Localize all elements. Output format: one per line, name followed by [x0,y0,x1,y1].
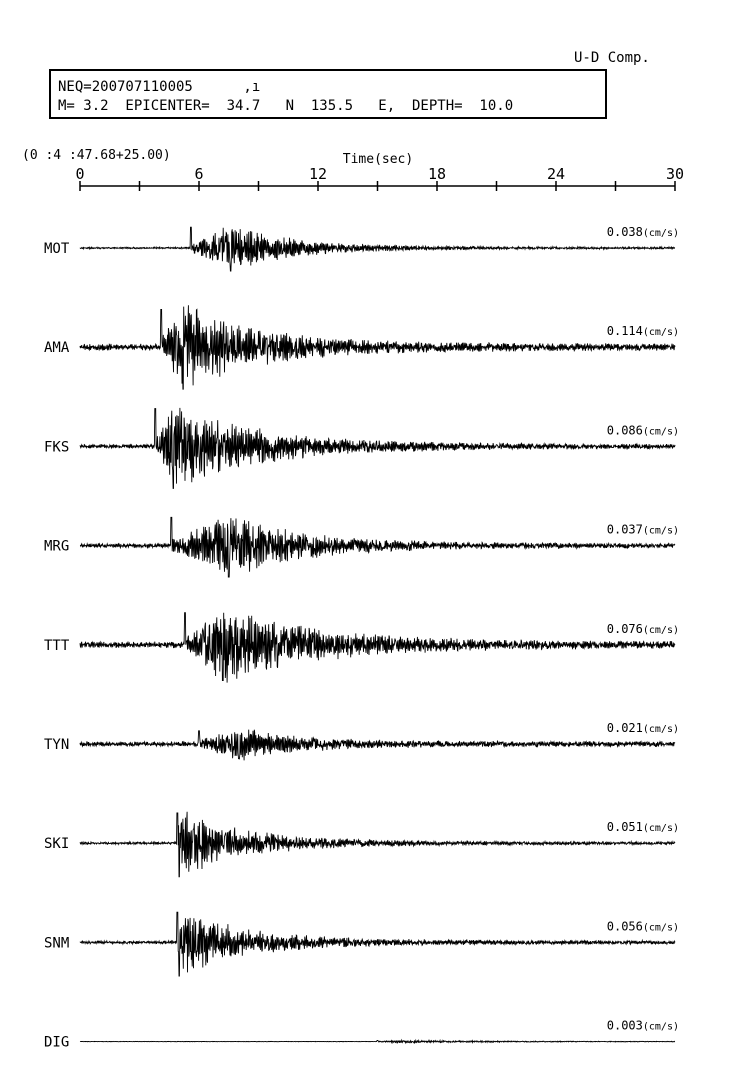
time-origin-label: (0 :4 :47.68+25.00) [22,148,171,163]
peak-amplitude-label: 0.003(cm/s) [606,1018,679,1033]
x-tick-label: 0 [75,165,85,183]
station-label: MRG [44,538,70,555]
peak-amplitude-label: 0.076(cm/s) [606,621,679,636]
waveform-line [80,1040,675,1043]
x-tick-label: 12 [308,165,328,183]
station-label: SNM [44,935,70,952]
peak-amplitude-label: 0.038(cm/s) [606,225,679,239]
waveform-line [80,517,675,577]
station-label: TYN [44,737,70,753]
trace-ski [44,812,679,877]
time-axis [75,165,684,191]
peak-amplitude-label: 0.021(cm/s) [606,721,679,735]
x-axis-title: Time(sec) [342,152,414,167]
trace-fks [44,408,679,489]
peak-amplitude-label: 0.114(cm/s) [606,324,679,339]
trace-tyn [44,721,679,760]
station-label: FKS [44,439,70,456]
station-label: MOT [44,241,70,257]
trace-group [44,225,679,1051]
trace-mrg [44,517,679,577]
trace-snm [44,912,679,976]
component-label: U-D Comp. [574,50,650,66]
trace-ttt [44,613,679,683]
x-tick-label: 24 [546,165,566,183]
x-tick-label: 30 [665,165,685,183]
peak-amplitude-label: 0.051(cm/s) [606,820,679,835]
x-tick-label: 18 [427,165,447,183]
peak-amplitude-label: 0.086(cm/s) [606,423,679,438]
x-tick-label: 6 [194,165,204,183]
event-id-line: NEQ=200707110005 ,ı [58,79,261,95]
station-label: SKI [44,836,70,853]
station-label: AMA [44,340,70,357]
waveform-line [80,305,675,389]
waveform-line [80,812,675,877]
trace-mot [44,225,679,271]
waveform-line [80,227,675,271]
waveform-line [80,613,675,683]
station-label: TTT [44,637,70,654]
peak-amplitude-label: 0.037(cm/s) [606,522,679,537]
waveform-line [80,730,675,761]
waveform-line [80,912,675,976]
trace-dig [44,1019,679,1051]
peak-amplitude-label: 0.056(cm/s) [606,919,679,934]
event-params-line: M= 3.2 EPICENTER= 34.7 N 135.5 E, DEPTH= 10.0 [58,98,514,114]
waveform-line [80,408,675,489]
trace-ama [44,305,679,389]
station-label: DIG [44,1034,70,1051]
